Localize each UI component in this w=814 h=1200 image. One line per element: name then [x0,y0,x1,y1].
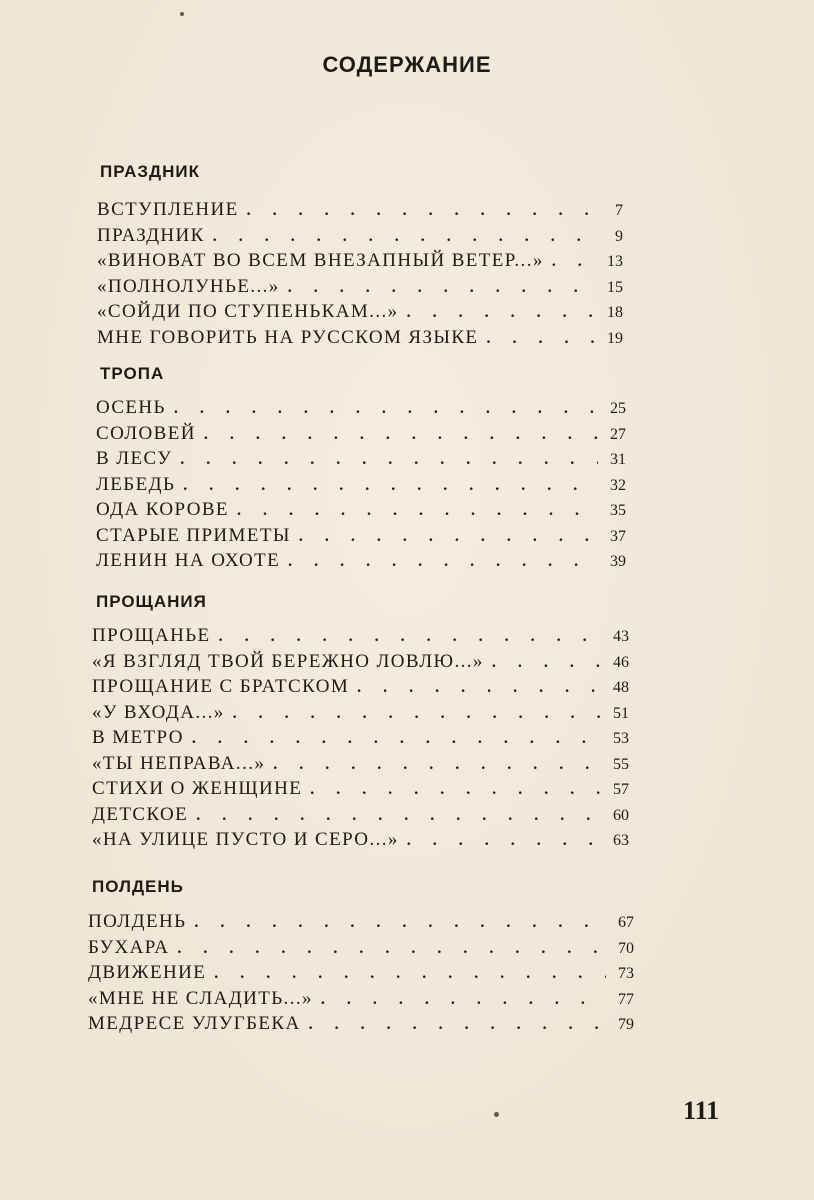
dot-leader [552,253,595,271]
toc-entry [97,327,623,353]
dot-leader [407,832,601,850]
entry-page: 19 [607,329,623,347]
toc-entry [92,804,629,830]
entry-title: ПРАЗДНИК [97,224,205,246]
entry-title: ЛЕБЕДЬ [96,473,176,495]
entry-page: 37 [610,527,626,545]
toc-entry [97,276,623,302]
toc-entry [92,702,629,728]
toc-entry [97,225,623,251]
entry-title: ЛЕНИН НА ОХОТЕ [96,550,281,571]
dot-leader [219,628,601,646]
dot-leader [183,477,598,495]
toc-entry [97,250,623,276]
entry-title: ОДА КОРОВЕ [96,499,229,520]
entry-title: ОСЕНЬ [96,397,166,418]
dot-leader [194,914,606,932]
paper-speck [494,1112,499,1117]
dot-leader [177,940,606,958]
toc-entry [96,448,626,474]
dot-leader [204,426,598,444]
page-title: СОДЕРЖАНИЕ [322,52,492,77]
entry-page: 25 [610,400,626,417]
toc-entry [92,778,629,804]
entry-page: 35 [610,502,626,519]
entry-title: ДВИЖЕНИЕ [88,962,207,983]
entry-title: СТИХИ О ЖЕНЩИНЕ [92,778,303,799]
entry-page: 77 [618,990,634,1008]
entry-page: 70 [618,939,634,957]
entry-page: 13 [607,253,623,270]
toc-entry [96,474,626,500]
entry-title: «ВИНОВАТ ВО ВСЕМ ВНЕЗАПНЫЙ ВЕТЕР...» [97,250,544,271]
entry-title: «ПОЛНОЛУНЬЕ...» [97,275,280,297]
section-entries-polden [88,911,634,1039]
dot-leader [237,502,598,520]
entry-page: 32 [610,476,626,494]
section-heading-tropa: ТРОПА [100,364,165,383]
dot-leader [492,654,601,672]
dot-leader [180,451,598,469]
entry-page: 53 [613,730,629,747]
toc-entry [88,988,634,1014]
entry-page: 7 [615,202,623,219]
entry-page: 73 [618,965,634,982]
entry-title: СТАРЫЕ ПРИМЕТЫ [96,524,291,546]
entry-page: 46 [613,653,629,671]
dot-leader [357,679,601,697]
dot-leader [273,756,601,774]
toc-entry [92,676,629,702]
entry-title: «СОЙДИ ПО СТУПЕНЬКАМ...» [97,301,399,322]
dot-leader [196,807,601,825]
toc-entry [92,829,629,855]
entry-page: 27 [610,425,626,443]
toc-entry [96,397,626,423]
section-heading-prazdnik: ПРАЗДНИК [100,162,200,181]
toc-entry [97,301,623,327]
toc-entry [92,625,629,651]
entry-page: 9 [615,227,623,245]
entry-title: МНЕ ГОВОРИТЬ НА РУССКОМ ЯЗЫКЕ [97,326,479,348]
paper-speck [180,12,184,16]
entry-page: 48 [613,679,629,696]
entry-title: «НА УЛИЦЕ ПУСТО И СЕРО...» [92,829,399,850]
toc-entry [97,199,623,225]
dot-leader [321,991,606,1009]
toc-entry [88,911,634,937]
entry-title: В МЕТРО [92,727,184,748]
dot-leader [299,528,598,546]
entry-title: «У ВХОДА...» [92,701,225,723]
entry-page: 79 [618,1016,634,1033]
entry-page: 51 [613,704,629,722]
toc-entry [96,525,626,551]
dot-leader [407,304,595,322]
entry-title: В ЛЕСУ [96,448,173,469]
toc-entry [92,651,629,677]
entry-title: «ТЫ НЕПРАВА...» [92,752,266,774]
entry-title: «МНЕ НЕ СЛАДИТЬ...» [88,987,313,1009]
dot-leader [288,279,595,297]
entry-title: ДЕТСКОЕ [92,803,189,825]
page-number: 111 [683,1096,720,1125]
toc-entry [88,937,634,963]
toc-entry [96,550,626,576]
entry-page: 18 [607,304,623,321]
dot-leader [288,553,598,571]
toc-entry [92,753,629,779]
dot-leader [233,705,601,723]
toc-entry [96,499,626,525]
section-heading-proshchaniya: ПРОЩАНИЯ [96,592,207,611]
entry-title: «Я ВЗГЛЯД ТВОЙ БЕРЕЖНО ЛОВЛЮ...» [92,650,484,672]
toc-entry [96,423,626,449]
entry-page: 60 [613,806,629,824]
entry-page: 57 [613,781,629,798]
section-entries-proshchaniya [92,625,629,855]
entry-page: 67 [618,914,634,931]
entry-title: СОЛОВЕЙ [96,422,196,444]
entry-title: ВСТУПЛЕНИЕ [97,199,239,220]
entry-title: ПРОЩАНИЕ С БРАТСКОМ [92,676,350,697]
dot-leader [309,1016,606,1034]
entry-page: 15 [607,278,623,296]
toc-entry [88,1013,634,1039]
dot-leader [247,202,595,220]
section-entries-tropa [96,397,626,576]
entry-page: 63 [613,832,629,849]
section-heading-polden: ПОЛДЕНЬ [92,877,184,896]
dot-leader [486,330,595,348]
entry-page: 39 [610,553,626,570]
dot-leader [214,965,606,983]
toc-entry [88,962,634,988]
entry-title: ПОЛДЕНЬ [88,911,187,932]
entry-title: ПРОЩАНЬЕ [92,625,211,646]
entry-page: 31 [610,451,626,468]
toc-entry [92,727,629,753]
dot-leader [174,400,598,418]
dot-leader [213,228,595,246]
entry-page: 43 [613,628,629,645]
entry-page: 55 [613,755,629,773]
dot-leader [310,781,601,799]
entry-title: БУХАРА [88,936,170,958]
section-entries-prazdnik [97,199,623,352]
entry-title: МЕДРЕСЕ УЛУГБЕКА [88,1013,301,1034]
dot-leader [192,730,601,748]
